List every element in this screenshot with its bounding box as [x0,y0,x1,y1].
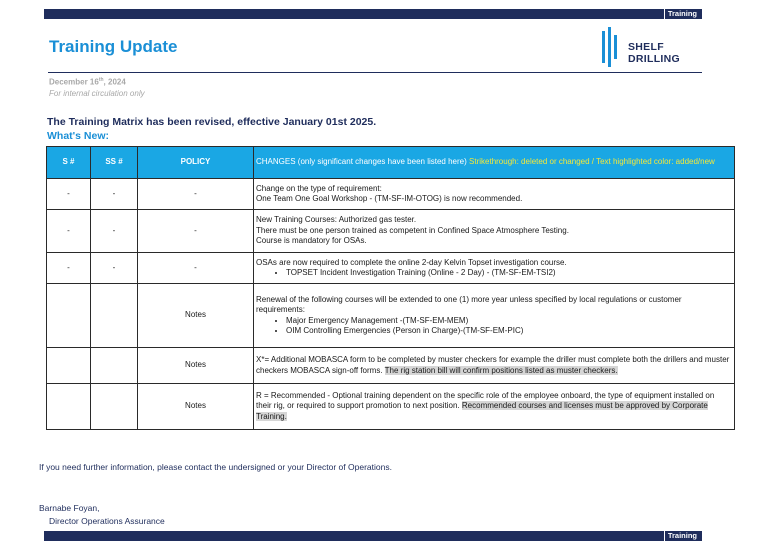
cell-changes [254,284,735,348]
change-line: New Training Courses: Authorized gas tester. [256,215,417,225]
date-main: December 16 [49,77,99,87]
change-line: R = Recommended - Optional training dependent on the specific role of the employee onboard, the type of equipment installed on their rig, or required to support promotion to next position. [256,390,715,411]
cell-ss [91,284,138,348]
change-highlight: The rig station bill will confirm positions listed as muster checkers. [384,365,618,375]
logo-text [628,41,680,65]
cell-ss: - [91,210,138,253]
cell-policy: - [138,210,254,253]
top-banner-tag: Training [664,9,700,19]
table-row [47,384,735,430]
cell-s [47,384,91,430]
cell-s: - [47,253,91,284]
page-title: Training Update [49,37,178,56]
shelf-drilling-logo [601,27,701,67]
change-line: X*= Additional MOBASCA form to be completed by muster checkers for example the driller must complete both the drillers and muster checkers MOBASCA sign-off forms. [256,355,730,375]
changes-table [46,146,735,430]
cell-policy: Notes [138,384,254,430]
cell-changes [254,348,735,384]
bottom-banner-tag: Training [664,531,700,541]
change-bullets [256,316,732,337]
date-suffix: th [98,77,104,83]
cell-changes [254,253,735,284]
change-line: There must be one person trained as competent in Confined Space Atmosphere Testing. [256,225,569,235]
cell-policy: - [138,179,254,210]
change-line: Course is mandatory for OSAs. [256,236,367,246]
table-row [47,179,735,210]
col-header-s: S # [47,147,91,179]
date-tail: , 2024 [103,77,126,87]
logo-line-2: DRILLING [628,53,680,65]
change-line: OSAs are now required to complete the online 2-day Kelvin Topset investigation course. [256,257,567,267]
cell-changes [254,179,735,210]
cell-s: - [47,210,91,253]
cell-s [47,284,91,348]
table-row [47,348,735,384]
change-bullet: • OIM Controlling Emergencies (Person in Charge)-(TM-SF-EM-PIC) [286,326,732,337]
cell-changes [254,210,735,253]
logo-line-1: SHELF [628,41,664,53]
change-line: Change on the type of requirement: [256,183,382,193]
contact-note: If you need further information, please contact the undersigned or your Director of Operations. [39,462,392,472]
top-banner [44,9,702,19]
cell-ss [91,348,138,384]
logo-bars-icon [601,27,621,67]
circulation-note: For internal circulation only [49,89,145,98]
revision-headline: The Training Matrix has been revised, effective January 01st 2025. [47,116,377,128]
signatory-title: Director Operations Assurance [49,516,165,526]
document-date [49,77,126,87]
cell-ss: - [91,253,138,284]
cell-ss [91,384,138,430]
change-line: One Team One Goal Workshop - (TM-SF-IM-OTOG) is now recommended. [256,194,523,203]
col-header-changes [254,147,735,179]
cell-policy: Notes [138,348,254,384]
bottom-banner [44,531,702,541]
cell-s: - [47,179,91,210]
changes-header-legend: Strikethrough: deleted or changed / Text highlighted color: added/new [469,157,715,167]
cell-changes [254,384,735,430]
whats-new-heading: What's New: [47,130,110,142]
change-highlight: Recommended courses and licenses must be approved by Corporate Training. [256,401,708,421]
cell-policy: - [138,253,254,284]
table-row [47,210,735,253]
change-bullet: • TOPSET Incident Investigation Training (Online - 2 Day) - (TM-SF-EM-TSI2) [286,268,732,279]
cell-s [47,348,91,384]
signatory-name: Barnabe Foyan, [39,503,100,513]
table-header-row [47,147,735,179]
cell-policy: Notes [138,284,254,348]
change-bullets [256,268,732,279]
header-divider [48,72,702,73]
col-header-ss: SS # [91,147,138,179]
cell-ss: - [91,179,138,210]
changes-header-main: CHANGES (only significant changes have been listed here) [256,157,467,167]
change-line: Renewal of the following courses will be extended to one (1) more year unless specified by local regulations or customer requirements: [256,294,682,314]
col-header-policy: POLICY [138,147,254,179]
table-row [47,284,735,348]
table-row [47,253,735,284]
change-bullet: • Major Emergency Management -(TM-SF-EM-MEM) [286,316,732,327]
